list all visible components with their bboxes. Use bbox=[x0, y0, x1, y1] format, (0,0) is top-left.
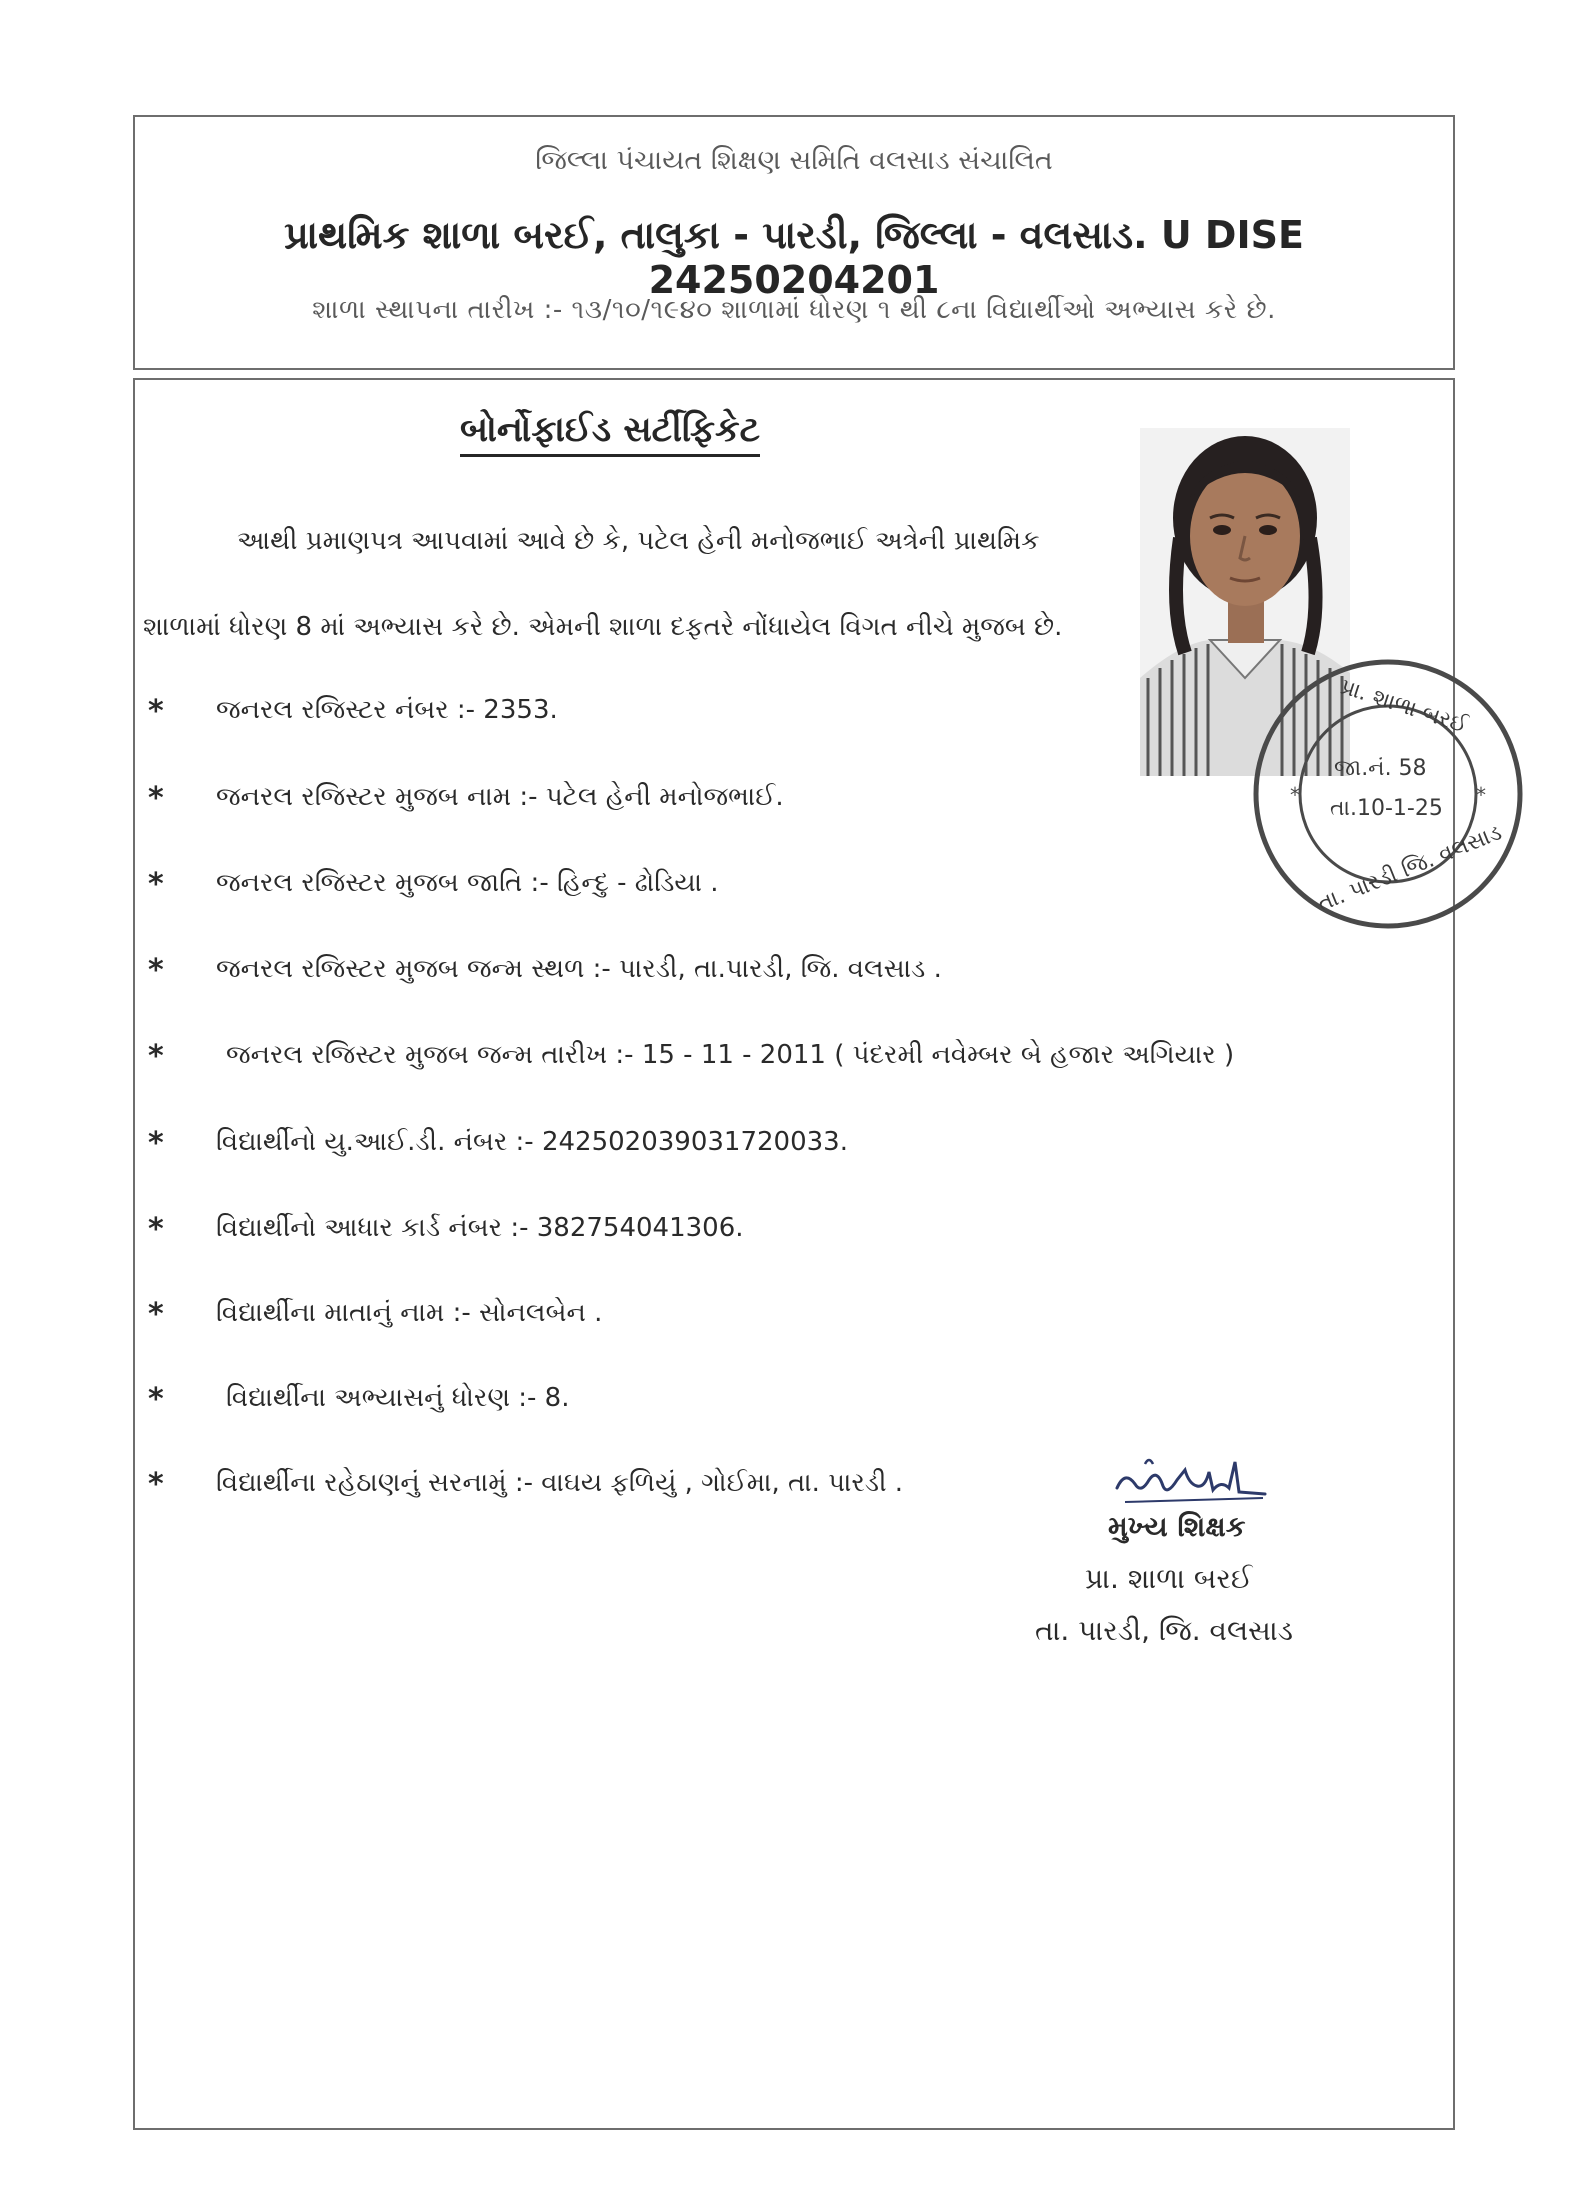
signoff-school: પ્રા. શાળા બરઈ bbox=[1085, 1562, 1253, 1595]
intro-line-1: આથી પ્રમાણપત્ર આપવામાં આવે છે કે, પટેલ હેની મનોજભાઈ અત્રેની પ્રાથમિક bbox=[237, 526, 1040, 556]
bullet-asterisk: * bbox=[148, 1297, 164, 1332]
field-text: વિદ્યાર્થીના રહેઠાણનું સરનામું :- વાઘય ફળિયું , ગોઈમા, તા. પારડી . bbox=[216, 1468, 904, 1498]
bullet-asterisk: * bbox=[148, 781, 164, 816]
certificate-title: બોર્નોફાઈડ સર્ટીફિકેટ bbox=[460, 410, 760, 457]
signature-scribble bbox=[1105, 1450, 1275, 1510]
svg-text:*: * bbox=[1290, 783, 1300, 807]
field-text: જનરલ રજિસ્ટર નંબર :- 2353. bbox=[216, 695, 558, 725]
stamp-top-text: પ્રા. શાળા બરઈ bbox=[1337, 674, 1471, 739]
school-header bbox=[133, 115, 1455, 370]
header-line-school-name: પ્રાથમિક શાળા બરઈ, તાલુકા - પારડી, જિલ્લા - વલસાડ. U DISE 24250204201 bbox=[284, 213, 1304, 302]
headmaster-signature bbox=[1105, 1450, 1275, 1510]
intro-line-2: શાળામાં ધોરણ 8 માં અભ્યાસ કરે છે. એમની શાળા દફતરે નોંધાયેલ વિગત નીચે મુજબ છે. bbox=[143, 612, 1063, 642]
signoff-place: તા. પારડી, જિ. વલસાડ bbox=[1035, 1614, 1294, 1647]
school-stamp bbox=[1250, 656, 1526, 932]
field-text: વિદ્યાર્થીના માતાનું નામ :- સોનલબેન . bbox=[216, 1298, 603, 1328]
bullet-asterisk: * bbox=[148, 1467, 164, 1502]
stamp-bottom-text: તા. પારડી જિ. વલસાડ bbox=[1314, 820, 1506, 917]
header-line-administration: જિલ્લા પંચાયત શિક્ષણ સમિતિ વલસાડ સંચાલિત bbox=[535, 145, 1053, 176]
bullet-asterisk: * bbox=[148, 1039, 164, 1074]
signoff-title: મુખ્ય શિક્ષક bbox=[1108, 1510, 1246, 1543]
header-line-establishment: શાળા સ્થાપના તારીખ :- ૧૩/૧૦/૧૯૪૦ શાળામાં ધોરણ ૧ થી ૮ના વિદ્યાર્થીઓ અભ્યાસ કરે છે. bbox=[312, 295, 1276, 325]
bullet-asterisk: * bbox=[148, 867, 164, 902]
svg-text:*: * bbox=[1476, 783, 1486, 807]
field-text: વિદ્યાર્થીના અભ્યાસનું ધોરણ :- 8. bbox=[226, 1383, 570, 1413]
bullet-asterisk: * bbox=[148, 1126, 164, 1161]
field-text: જનરલ રજિસ્ટર મુજબ જાતિ :- હિન્દુ - ઢોડિયા . bbox=[216, 868, 719, 898]
field-text: વિદ્યાર્થીનો આધાર કાર્ડ નંબર :- 382754041306. bbox=[216, 1213, 744, 1243]
field-text: જનરલ રજિસ્ટર મુજબ જન્મ સ્થળ :- પારડી, તા.પારડી, જિ. વલસાડ . bbox=[216, 954, 942, 984]
stamp-number: જા.નં. 58 bbox=[1334, 756, 1427, 781]
stamp-date: તા.10-1-25 bbox=[1330, 796, 1443, 821]
bullet-asterisk: * bbox=[148, 953, 164, 988]
bullet-asterisk: * bbox=[148, 694, 164, 729]
field-text: જનરલ રજિસ્ટર મુજબ નામ :- પટેલ હેની મનોજભાઈ. bbox=[216, 782, 784, 812]
bullet-asterisk: * bbox=[148, 1382, 164, 1417]
bullet-asterisk: * bbox=[148, 1212, 164, 1247]
field-text: વિદ્યાર્થીનો યુ.આઈ.ડી. નંબર :- 242502039031720033. bbox=[216, 1127, 848, 1157]
field-text: જનરલ રજિસ્ટર મુજબ જન્મ તારીખ :- 15 - 11 - 2011 ( પંદરમી નવેમ્બર બે હજાર અગિયાર ) bbox=[226, 1040, 1235, 1070]
